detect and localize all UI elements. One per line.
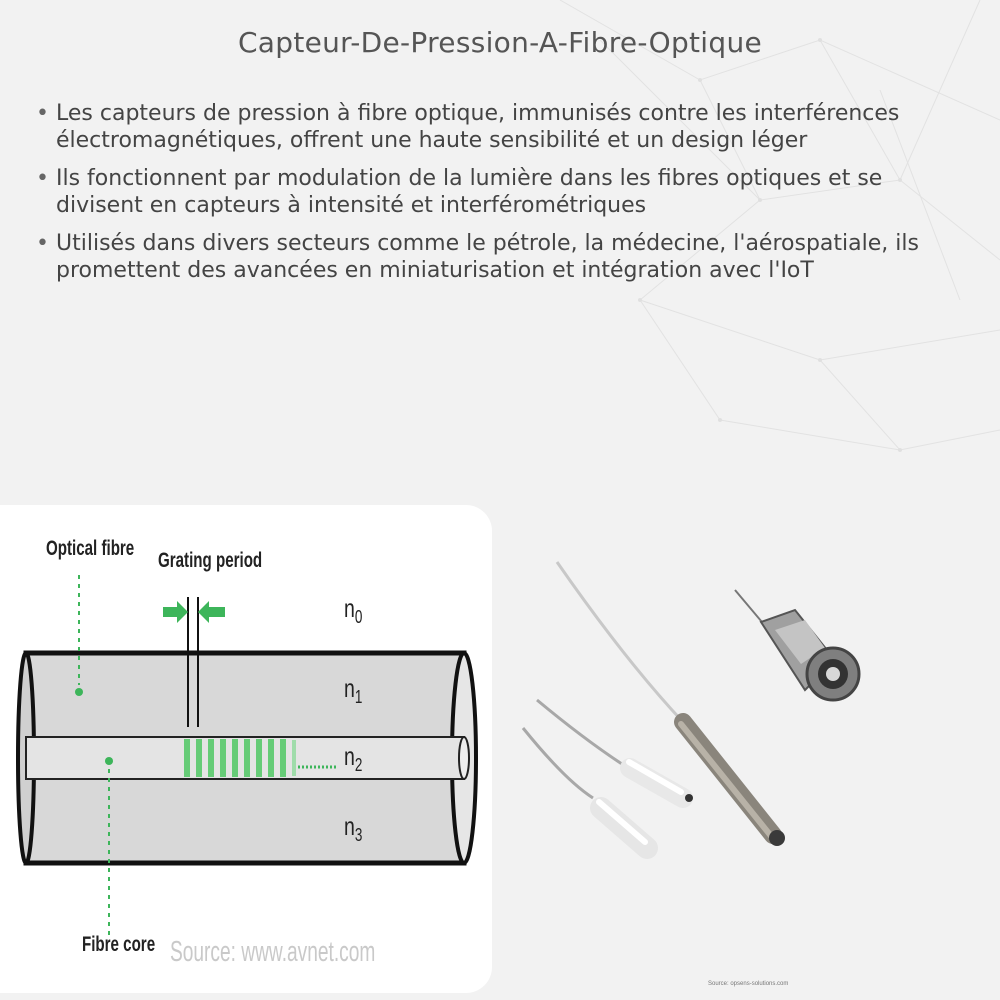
pressure-sensor-photo [505, 540, 1000, 980]
index-n3: $n_3$ [344, 811, 363, 845]
grating-period-arrows [163, 601, 225, 623]
bullet-item: • Utilisés dans divers secteurs comme le pétrole, la médecine, l'aérospatiale, ils promettent des avancées en miniaturisation et intégration avec l'IoT [30, 230, 970, 284]
fibre-core-label: Fibre core [82, 933, 156, 956]
grating-period-label: Grating period [158, 549, 263, 572]
index-n1: $n_1$ [344, 673, 363, 707]
fibre-core-dot [105, 757, 113, 765]
bullet-list [30, 100, 970, 295]
sensor-probes [523, 562, 785, 848]
fiber-connector [735, 590, 859, 700]
page-title: Capteur-De-Pression-A-Fibre-Optique [237, 26, 763, 59]
index-n2: $n_2$ [344, 741, 363, 775]
photo-source: Source: opsens-solutions.com [708, 981, 789, 987]
diagram-graphic [0, 505, 492, 993]
index-n0: $n_0$ [344, 593, 363, 627]
bullet-item: • Ils fonctionnent par modulation de la lumière dans les fibres optiques et se divisent en capteurs à intensité et interférométriques [30, 165, 970, 219]
bullet-item: • Les capteurs de pression à fibre optique, immunisés contre les interférences électromagnétiques, offrent une haute sensibilité et un design léger [30, 100, 970, 154]
fiber-bragg-grating-diagram [0, 505, 492, 993]
diagram-source: Source: www.avnet.com [170, 936, 376, 968]
optical-fibre-label: Optical fibre [46, 537, 135, 560]
core-right-end [459, 737, 469, 779]
optical-fibre-dot [75, 688, 83, 696]
